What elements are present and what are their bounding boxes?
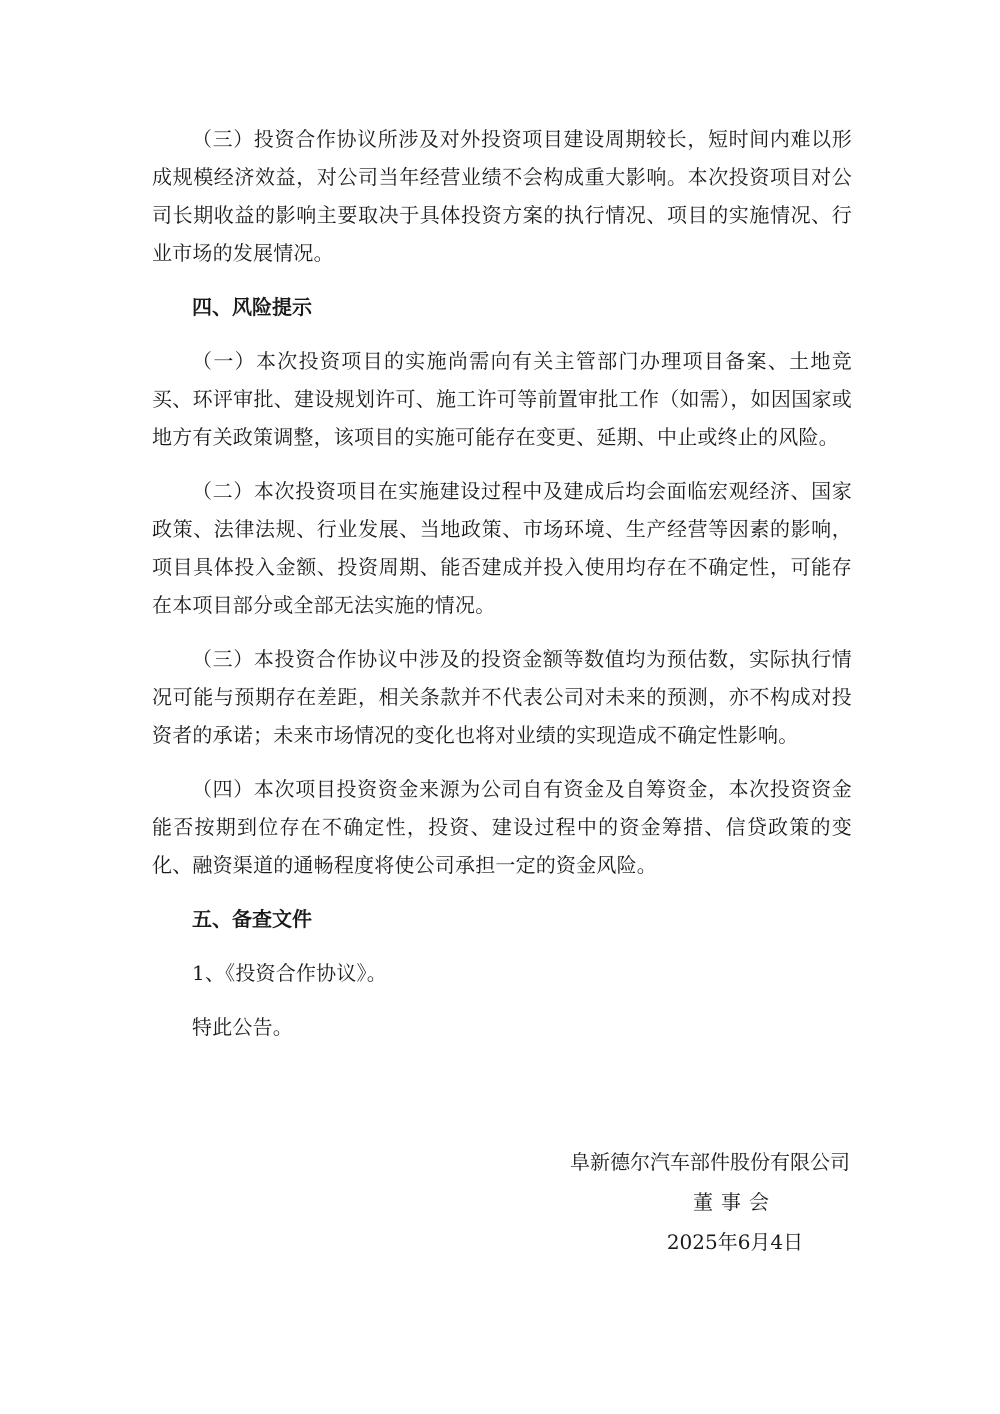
paragraph-investment-impact: （三）投资合作协议所涉及对外投资项目建设周期较长，短时间内难以形成规模经济效益，对公司当年经营业绩不会构成重大影响。本次投资项目对公司长期收益的影响主要取决于具体投资方案的执行情况、项目的实施情况、行业市场的发展情况。 [152,127,852,265]
section-heading-risk: 四、风险提示 [192,295,312,319]
document-list-item: 1、《投资合作协议》。 [192,961,387,985]
signature-board: 董事会 [693,1190,777,1214]
section-heading-documents: 五、备查文件 [192,907,312,931]
signature-company: 阜新德尔汽车部件股份有限公司 [570,1150,850,1174]
paragraph-risk-2: （二）本次投资项目在实施建设过程中及建成后均会面临宏观经济、国家政策、法律法规、行业发展、当地政策、市场环境、生产经营等因素的影响，项目具体投入金额、投资周期、能否建成并投入使用均存在不确定性，可能存在本项目部分或全部无法实施的情况。 [152,479,852,617]
signature-block [530,1142,850,1262]
document-body [152,120,852,1062]
closing-text: 特此公告。 [192,1015,293,1039]
paragraph-risk-4: （四）本次项目投资资金来源为公司自有资金及自筹资金，本次投资资金能否按期到位存在不确定性，投资、建设过程中的资金筹措、信贷政策的变化、融资渠道的通畅程度将使公司承担一定的资金风险。 [152,777,852,877]
paragraph-risk-3: （三）本投资合作协议中涉及的投资金额等数值均为预估数，实际执行情况可能与预期存在差距，相关条款并不代表公司对未来的预测，亦不构成对投资者的承诺；未来市场情况的变化也将对业绩的实现造成不确定性影响。 [152,647,852,747]
signature-date: 2025年6月4日 [666,1230,804,1254]
paragraph-risk-1: （一）本次投资项目的实施尚需向有关主管部门办理项目备案、土地竞买、环评审批、建设规划许可、施工许可等前置审批工作（如需），如因国家或地方有关政策调整，该项目的实施可能存在变更、延期、中止或终止的风险。 [152,349,852,449]
